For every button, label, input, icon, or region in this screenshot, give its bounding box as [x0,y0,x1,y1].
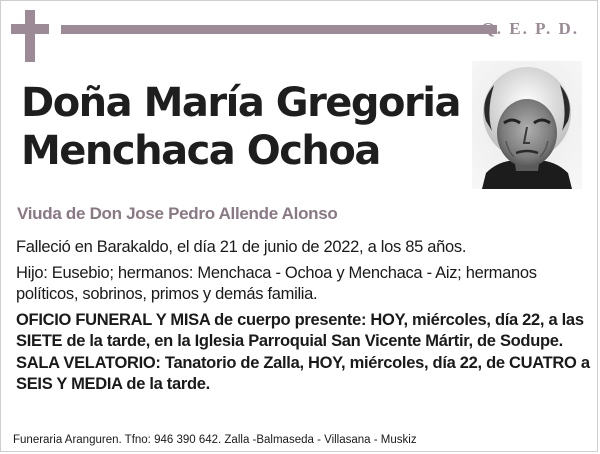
cross-icon [11,10,49,62]
qepd-label: Q. E. P. D. [481,19,579,38]
deceased-name-line1: Doña María Gregoria [21,80,460,126]
funeral-service-text: OFICIO FUNERAL Y MISA de cuerpo presente: HOY, miércoles, día 22, a las SIETE de la tarde, en la Iglesia Parroquial San Vicente Mártir, de Sodupe. [16,310,584,350]
deceased-name [21,79,471,175]
deceased-name-line2: Menchaca Ochoa [21,128,380,174]
widow-of-line: Viuda de Don Jose Pedro Allende Alonso [17,204,338,223]
header-rule [61,25,497,34]
death-notice-text: Falleció en Barakaldo, el día 21 de junio de 2022, a los 85 años. [16,238,467,256]
funeral-home-footer: Funeraria Aranguren. Tfno: 946 390 642. Zalla -Balmaseda - Villasana - Muskiz [13,434,417,446]
deceased-portrait-photo [472,61,582,189]
notice-body [16,237,591,396]
wake-text: SALA VELATORIO: Tanatorio de Zalla, HOY, miércoles, día 22, de CUATRO a SEIS Y MEDIA de la tarde. [16,353,590,393]
family-text: Hijo: Eusebio; hermanos: Menchaca - Ochoa y Menchaca - Aiz; hermanos políticos, sobrinos, primos y demás familia. [16,263,537,303]
